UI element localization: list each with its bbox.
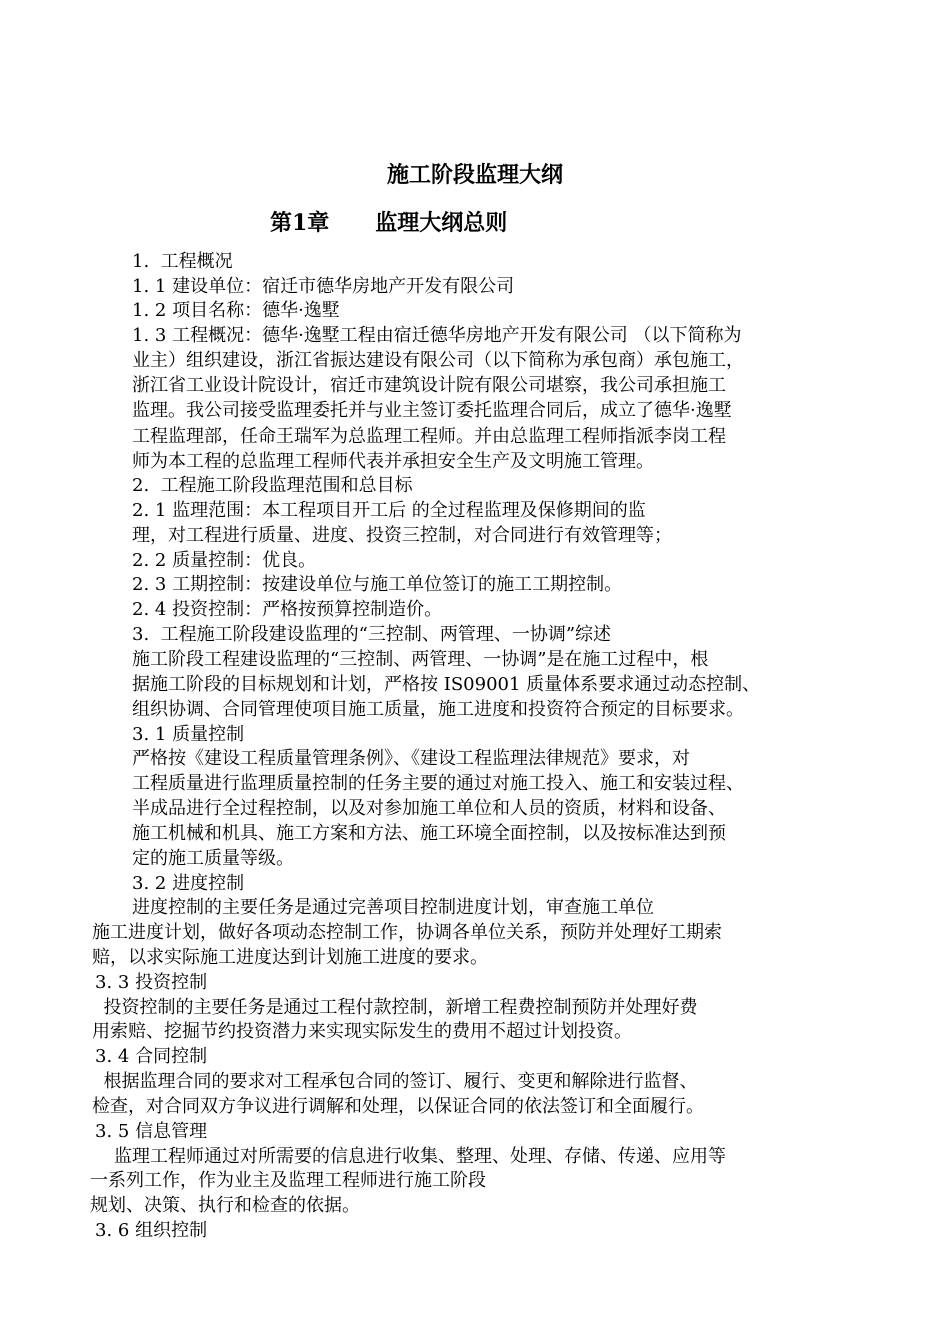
text-line: 定的施工质量等级。 [132,848,294,869]
text-line: 1. 1 建设单位：宿迁市德华房地产开发有限公司 [132,276,515,297]
subsection-heading: 3. 6 组织控制 [95,1220,208,1241]
page-title: 施工阶段监理大纲 [386,162,563,188]
subsection-heading: 3. 5 信息管理 [95,1121,208,1142]
text-line: 2. 3 工期控制：按建设单位与施工单位签订的施工工期控制。 [132,574,623,595]
text-line: 根据监理合同的要求对工程承包合同的签订、履行、变更和解除进行监督、 [92,1071,698,1092]
text-line: 工程监理部，任命王瑞军为总监理工程师。并由总监理工程师指派李岗工程 [132,426,726,447]
text-line: 1. 3 工程概况：德华·逸墅工程由宿迁德华房地产开发有限公司 （以下简称为 [132,325,742,346]
section-heading: 2. 工程施工阶段监理范围和总目标 [132,475,413,496]
text-line: 检查，对合同双方争议进行调解和处理，以保证合同的依法签订和全面履行。 [92,1096,704,1117]
text-line: 师为本工程的总监理工程师代表并承担安全生产及文明施工管理。 [132,451,654,472]
text-line: 据施工阶段的目标规划和计划，严格按 IS09001 质量体系要求通过动态控制、 [132,674,761,695]
text-line: 施工进度计划，做好各项动态控制工作，协调各单位关系，预防并处理好工期索 [92,922,722,943]
text-line: 监理。我公司接受监理委托并与业主签订委托监理合同后，成立了德华·逸墅 [132,400,732,421]
section-heading: 3. 工程施工阶段建设监理的“三控制、两管理、一协调”综述 [132,624,612,645]
text-line: 规划、决策、执行和检查的依据。 [90,1195,360,1216]
text-line: 理，对工程进行质量、进度、投资三控制，对合同进行有效管理等； [132,525,672,546]
text-line: 2. 4 投资控制：严格按预算控制造价。 [132,599,443,620]
text-line: 一系列工作，作为业主及监理工程师进行施工阶段 [90,1170,486,1191]
text-line: 严格按《建设工程质量管理条例》、《建设工程监理法律规范》要求，对 [132,748,690,769]
text-line: 施工机械和机具、施工方案和方法、施工环境全面控制，以及按标准达到预 [132,823,726,844]
text-line: 1. 2 项目名称：德华·逸墅 [132,300,340,321]
text-line: 半成品进行全过程控制，以及对参加施工单位和人员的资质，材料和设备、 [132,798,726,819]
text-line: 浙江省工业设计院设计，宿迁市建筑设计院有限公司堪察，我公司承担施工 [132,375,726,396]
text-line: 投资控制的主要任务是通过工程付款控制，新增工程费控制预防并处理好费 [92,997,698,1018]
text-line: 赔，以求实际施工进度达到计划施工进度的要求。 [92,947,488,968]
subsection-heading: 3. 2 进度控制 [132,873,245,894]
text-line: 工程质量进行监理质量控制的任务主要的通过对施工投入、施工和安装过程、 [132,773,744,794]
subsection-heading: 3. 4 合同控制 [95,1046,208,1067]
text-line: 组织协调、合同管理使项目施工质量，施工进度和投资符合预定的目标要求。 [132,699,744,720]
text-line: 用索赔、挖掘节约投资潜力来实现实际发生的费用不超过计划投资。 [92,1021,632,1042]
text-line: 施工阶段工程建设监理的“三控制、两管理、一协调”是在施工过程中，根 [132,649,709,670]
subsection-heading: 3. 1 质量控制 [132,724,245,745]
chapter-heading: 第1章 监理大纲总则 [270,210,508,236]
text-line: 业主）组织建设，浙江省振达建设有限公司（以下简称为承包商）承包施工， [132,350,744,371]
text-line: 监理工程师通过对所需要的信息进行收集、整理、处理、存储、传递、应用等 [114,1146,726,1167]
text-line: 2. 1 监理范围：本工程项目开工后 的全过程监理及保修期间的监 [132,500,646,521]
text-line: 2. 2 质量控制：优良。 [132,550,317,571]
text-line: 进度控制的主要任务是通过完善项目控制进度计划，审查施工单位 [132,897,654,918]
section-heading: 1. 工程概况 [132,251,233,272]
subsection-heading: 3. 3 投资控制 [95,972,208,993]
